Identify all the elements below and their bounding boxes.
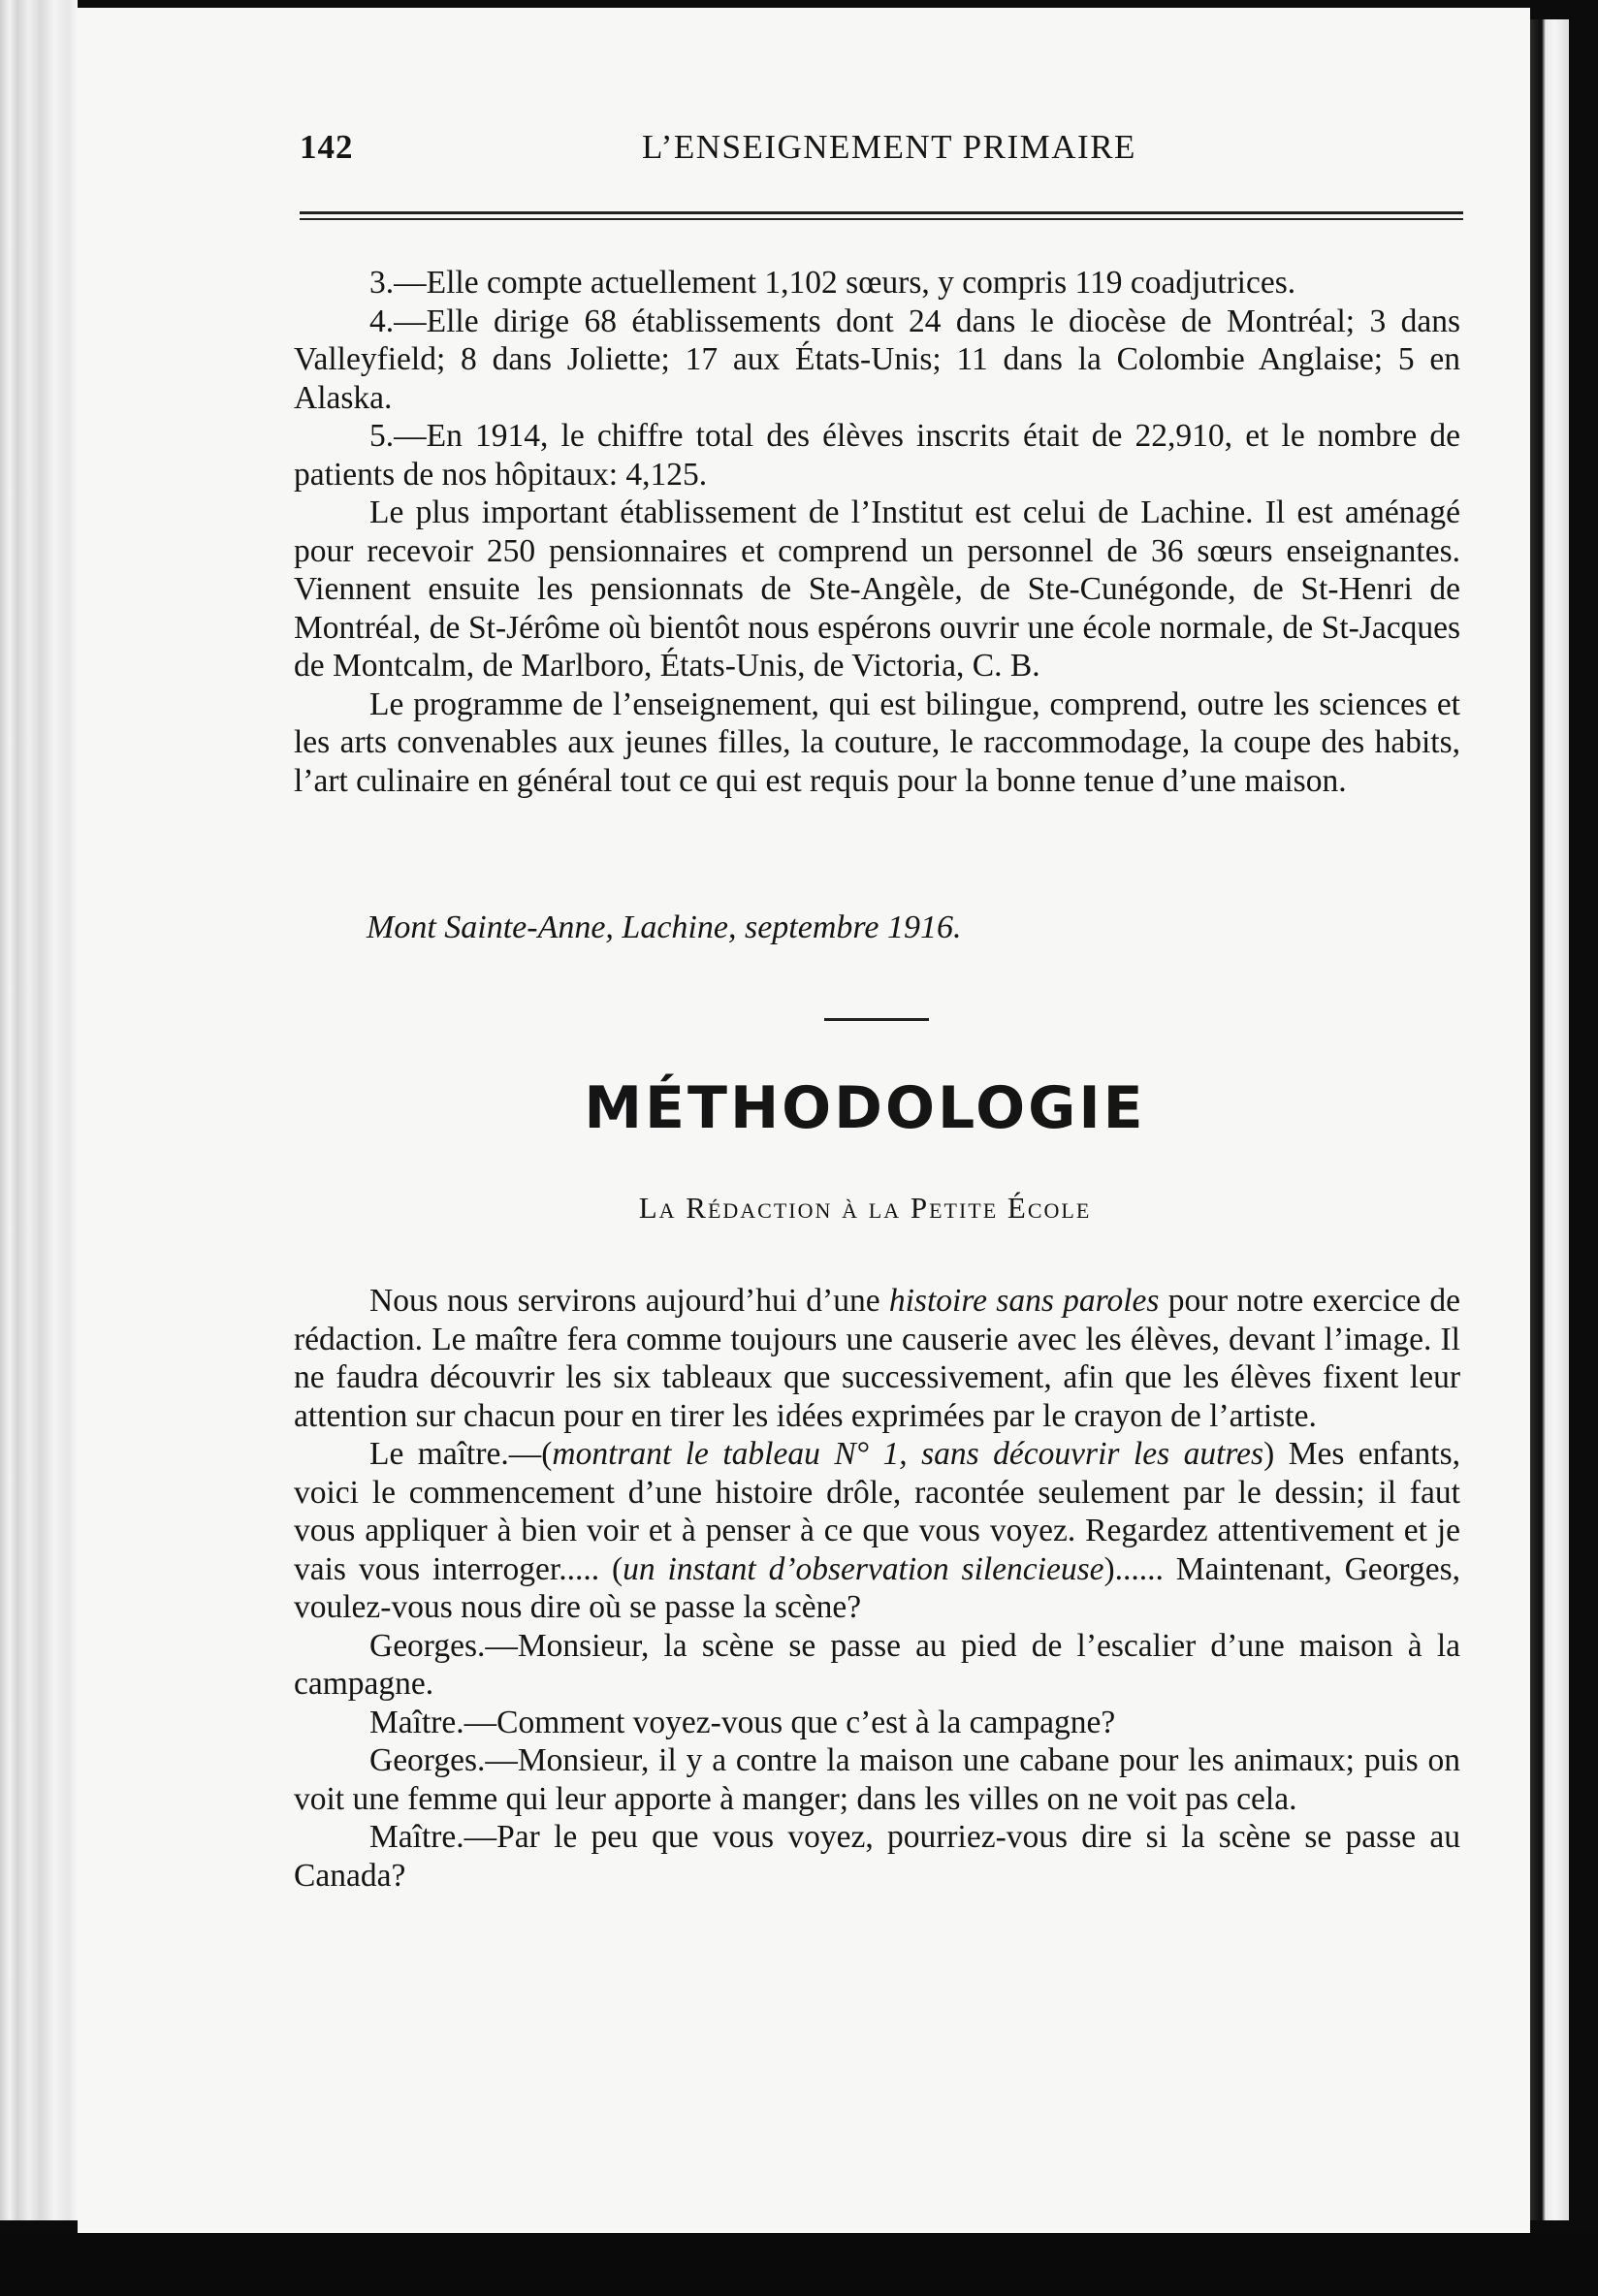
page-number: 142 [300, 128, 354, 166]
paragraph: 5.—En 1914, le chiffre total des élèves inscrits était de 22,910, et le nombre de patients de nos hôpitaux: 4,125. [294, 418, 1460, 493]
text-run: Le maître.—( [369, 1436, 553, 1472]
dialogue-line: Maître.—Par le peu que vous voyez, pourriez-vous dire si la scène se passe au Canada? [294, 1819, 1460, 1894]
header-double-rule [300, 211, 1463, 220]
text-run: )...... Maintenant, Georges, voulez-vous nous dire où se passe la scène? [294, 1550, 1460, 1625]
section-separator-rule [824, 1018, 929, 1021]
paragraph [294, 1435, 1460, 1627]
section-subtitle: La Rédaction à la Petite École [638, 1191, 1092, 1225]
paragraph [294, 1282, 1460, 1435]
text-run: ) Mes enfants, voici le commencement d’une histoire drôle, racontée seulement par le dessin; il faut vous appliquer à bien voir et à penser à ce que vous voyez. Regardez attentivement et je vais vous interroger..... ( [294, 1436, 1460, 1587]
dialogue-line: Georges.—Monsieur, la scène se passe au pied de l’escalier d’une maison à la campagne. [294, 1627, 1460, 1702]
paragraph: Le programme de l’enseignement, qui est bilingue, comprend, outre les sciences et les arts convenables aux jeunes filles, la couture, le raccommodage, la coupe des habits, l’art culinaire en général tout ce qui est requis pour la bonne tenue d’une maison. [294, 686, 1460, 799]
italic-run: un instant d’observation silencieuse [623, 1550, 1104, 1587]
paragraph: 3.—Elle compte actuellement 1,102 sœurs, y compris 119 coadjutrices. [369, 265, 1296, 301]
dialogue-line: Georges.—Monsieur, il y a contre la maison une cabane pour les animaux; puis on voit une femme qui leur apporte à manger; dans les villes on ne voit pas cela. [294, 1742, 1460, 1817]
paragraph: 4.—Elle dirige 68 établissements dont 24 dans le diocèse de Montréal; 3 dans Valleyfield; 8 dans Joliette; 17 aux États-Unis; 11 dans la Colombie Anglaise; 5 en Alaska. [294, 303, 1460, 416]
italic-run: histoire sans paroles [888, 1283, 1160, 1319]
methodology-body [294, 1282, 1460, 1895]
text-run: pour notre exercice de rédaction. Le maître fera comme toujours une causerie avec les élèves, devant l’image. Il ne faudra découvrir les six tableaux que successivement, afin que les élèves fixent leur attention sur chacun pour en tirer les idées exprimées par le crayon de l’artiste. [294, 1283, 1461, 1434]
article-signature: Mont Sainte-Anne, Lachine, septembre 1916. [367, 909, 962, 945]
italic-run: montrant le tableau N° 1, sans découvrir les autres [552, 1436, 1264, 1472]
section-title: MÉTHODOLOGIE [584, 1074, 1146, 1142]
dialogue-line: Maître.—Comment voyez-vous que c’est à la campagne? [369, 1704, 1116, 1740]
article-continuation [294, 264, 1460, 800]
scan-background [0, 2233, 1598, 2296]
paragraph: Le plus important établissement de l’Institut est celui de Lachine. Il est aménagé pour recevoir 250 pensionnaires et comprend un personnel de 36 sœurs enseignantes. Viennent ensuite les pensionnats de Ste-Angèle, de Ste-Cunégonde, de St-Henri de Montréal, de St-Jérôme où bientôt nous espérons ouvrir une école normale, de St-Jacques de Montcalm, de Marlboro, États-Unis, de Victoria, C. B. [294, 494, 1460, 684]
text-run: Nous nous servirons aujourd’hui d’une [369, 1283, 889, 1319]
running-head: L’ENSEIGNEMENT PRIMAIRE [642, 128, 1136, 166]
